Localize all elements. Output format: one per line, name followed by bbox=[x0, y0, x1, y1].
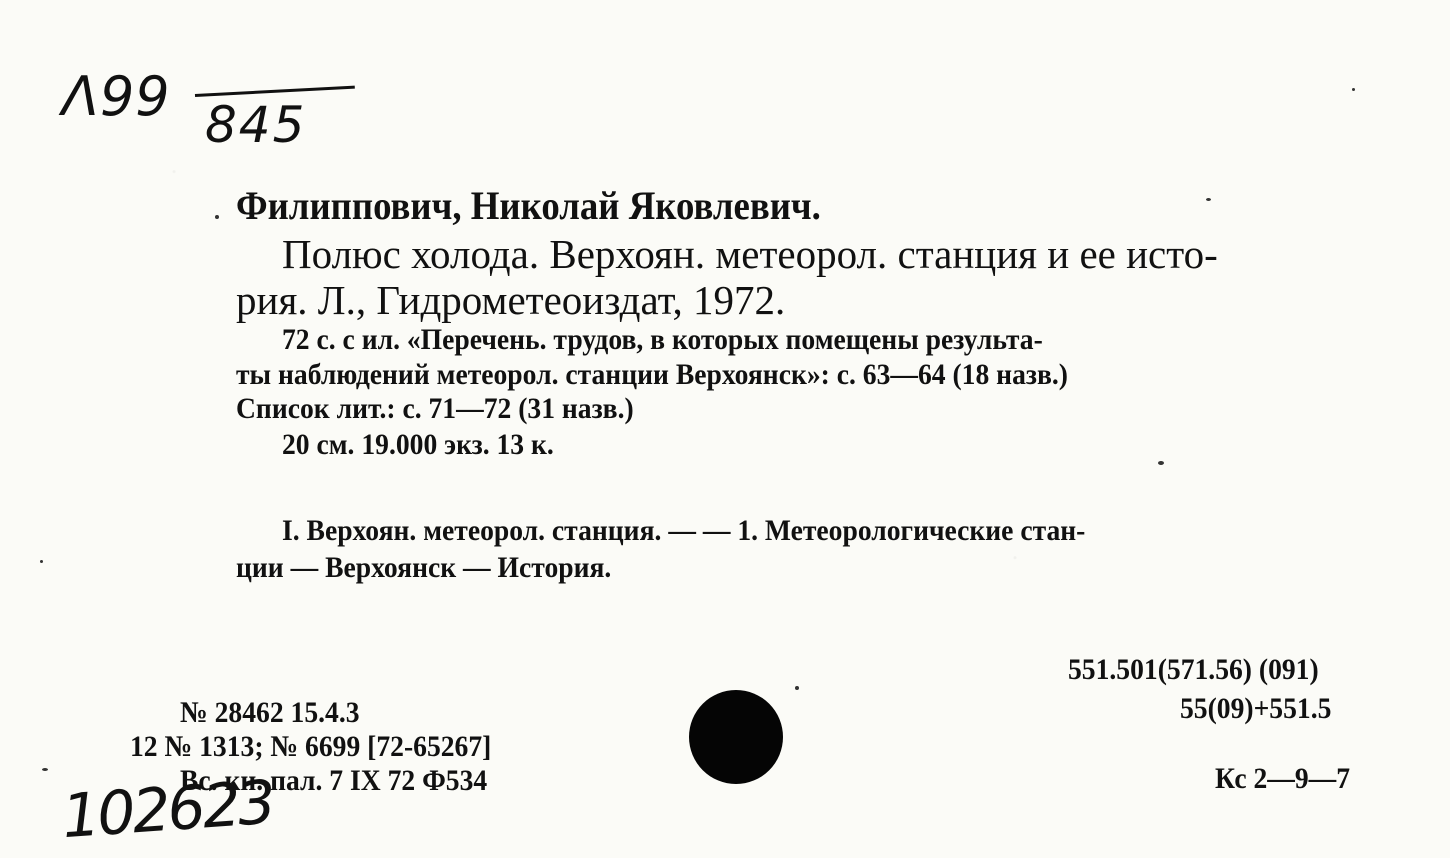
notes-line-2: ты наблюдений метеорол. станции Верхоянск»: с. 63—64 (18 назв.) bbox=[236, 358, 1068, 391]
speck bbox=[1158, 461, 1164, 465]
shelf-mark-top: Λ99 bbox=[62, 65, 171, 128]
title-line-1: Полюс холода. Верхоян. метеорол. станция и ее исто- bbox=[282, 231, 1218, 277]
udc-code-line-1: 551.501(571.56) (091) bbox=[1068, 653, 1319, 686]
speck bbox=[1352, 88, 1355, 91]
shelf-mark-bottom: 845 bbox=[205, 96, 307, 154]
punch-hole bbox=[689, 690, 783, 784]
speck bbox=[1206, 198, 1211, 201]
speck bbox=[42, 768, 48, 771]
udc-code-line-2: 55(09)+551.5 bbox=[1180, 692, 1332, 725]
inventory-number: 102623 bbox=[59, 767, 276, 853]
speck bbox=[795, 686, 799, 690]
notes-line-1: 72 с. с ил. «Перечень. трудов, в которых помещены результа- bbox=[282, 323, 1043, 356]
speck bbox=[215, 215, 219, 219]
card-number-line-3: Вс. кн. пал. 7 IX 72 Ф534 bbox=[180, 764, 488, 797]
author-name: Филиппович, Николай Яковлевич. bbox=[236, 183, 821, 228]
subject-heading-line-1: I. Верхоян. метеорол. станция. — — 1. Метеорологические стан- bbox=[282, 514, 1086, 547]
title-line-2: рия. Л., Гидрометеоиздат, 1972. bbox=[236, 277, 786, 323]
card-number-line-2: 12 № 1313; № 6699 [72-65267] bbox=[130, 730, 492, 763]
card-number-line-1: № 28462 15.4.3 bbox=[180, 696, 360, 729]
speck bbox=[40, 560, 43, 563]
subject-heading-line-2: ции — Верхоянск — История. bbox=[236, 551, 612, 584]
kc-code: Кс 2—9—7 bbox=[1215, 762, 1351, 795]
notes-line-3: Список лит.: с. 71—72 (31 назв.) bbox=[236, 392, 634, 425]
notes-line-4: 20 см. 19.000 экз. 13 к. bbox=[282, 428, 554, 461]
